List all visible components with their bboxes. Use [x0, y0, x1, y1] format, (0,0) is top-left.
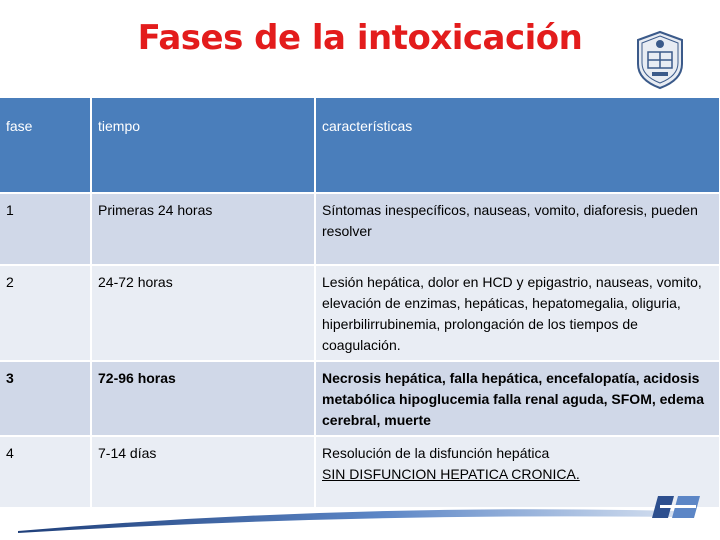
cell-tiempo: Primeras 24 horas — [91, 193, 315, 265]
cell-caracteristicas: Síntomas inespecíficos, nauseas, vomito, diaforesis, pueden resolver — [315, 193, 720, 265]
caracteristicas-line-underlined: SIN DISFUNCION HEPATICA CRONICA. — [322, 466, 580, 482]
cell-tiempo: 7-14 días — [91, 436, 315, 508]
institution-logo-icon — [652, 492, 702, 522]
university-seal-icon — [632, 30, 688, 90]
cell-fase: 1 — [0, 193, 91, 265]
table-row — [0, 361, 720, 436]
cell-caracteristicas: Lesión hepática, dolor en HCD y epigastrio, nauseas, vomito, elevación de enzimas, hepáticas, hepatomegalia, oliguria, hiperbilirrubinemia, prolongación de los tiempos de coagulación. — [315, 265, 720, 361]
cell-caracteristicas: Necrosis hepática, falla hepática, encefalopatía, acidosis metabólica hipoglucemia falla renal aguda, SFOM, edema cerebral, muerte — [315, 361, 720, 436]
footer-decoration-bar — [18, 507, 678, 533]
table-row — [0, 193, 720, 265]
phases-table — [0, 98, 720, 509]
header-caracteristicas: características — [315, 98, 720, 193]
cell-tiempo: 72-96 horas — [91, 361, 315, 436]
header-tiempo: tiempo — [91, 98, 315, 193]
cell-tiempo: 24-72 horas — [91, 265, 315, 361]
header-fase: fase — [0, 98, 91, 193]
cell-fase: 3 — [0, 361, 91, 436]
caracteristicas-line: Resolución de la disfunción hepática — [322, 445, 550, 461]
table-header-row — [0, 98, 720, 193]
cell-fase: 4 — [0, 436, 91, 508]
slide-title: Fases de la intoxicación — [137, 18, 583, 58]
cell-fase: 2 — [0, 265, 91, 361]
table-row — [0, 436, 720, 508]
table-row — [0, 265, 720, 361]
